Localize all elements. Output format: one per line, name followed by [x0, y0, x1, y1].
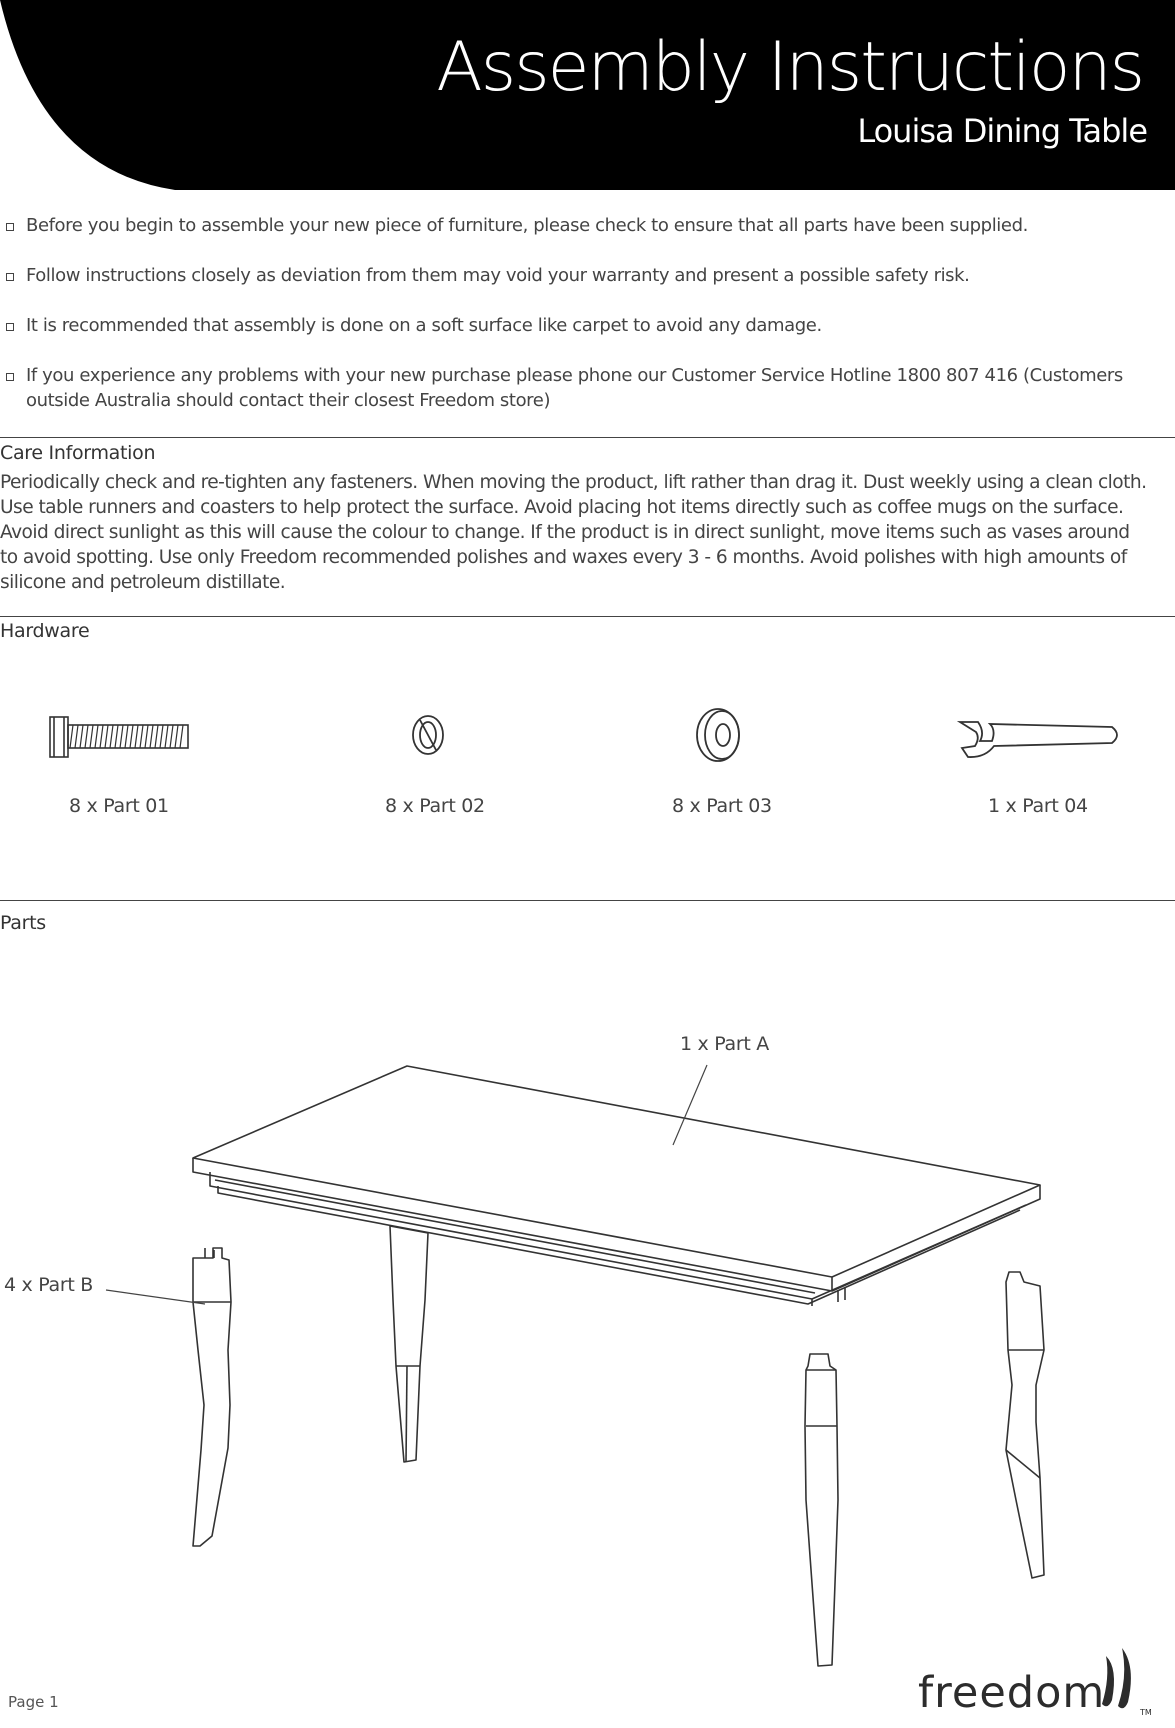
- hardware-label-part-02: 8 x Part 02: [385, 795, 485, 817]
- hardware-label-part-01: 8 x Part 01: [69, 795, 169, 817]
- instruction-bullet: Before you begin to assemble your new piece of furniture, please check to ensure that all parts have been supplied.: [6, 213, 1166, 238]
- part-b-leader-line: [106, 1290, 205, 1304]
- instruction-bullet: It is recommended that assembly is done on a soft surface like carpet to avoid any damage.: [6, 313, 1166, 338]
- hardware-title: Hardware: [0, 620, 90, 642]
- table-leg: [390, 1226, 428, 1462]
- care-body: Periodically check and re-tighten any fasteners. When moving the product, lift rather than drag it. Dust weekly using a clean cloth. Use table runners and coasters to help protect the surface. Avoid placing hot items directly such as coffee mugs on the surface. Avoid direct sunlight as this will cause the colour to change. If the product is in direct sunlight, move items such as vases around to avoid spotting. Use only Freedom recommended polishes and waxes every 3 - 6 months. Avoid polishes with high amounts of silicone and petroleum distillate.: [0, 472, 1147, 593]
- part-b-label: 4 x Part B: [4, 1274, 93, 1296]
- page-title: Assembly Instructions: [436, 28, 1143, 107]
- product-name: Louisa Dining Table: [857, 112, 1147, 150]
- hardware-label-part-04: 1 x Part 04: [988, 795, 1088, 817]
- table-leg: [193, 1248, 231, 1546]
- care-title: Care Information: [0, 442, 156, 464]
- brand-wordmark: freedom: [918, 1668, 1106, 1718]
- trademark-mark: TM: [1140, 1708, 1152, 1717]
- hardware-label-part-03: 8 x Part 03: [672, 795, 772, 817]
- part-a-label: 1 x Part A: [680, 1033, 769, 1055]
- parts-title: Parts: [0, 912, 46, 934]
- instruction-bullet: If you experience any problems with your new purchase please phone our Customer Service Hotline 1800 807 416 (Customers outside Australia should contact their closest Freedom store): [6, 363, 1166, 413]
- table-leg: [1006, 1272, 1044, 1578]
- table-top: [193, 1066, 1040, 1306]
- page-number: Page 1: [8, 1693, 59, 1711]
- table-leg: [805, 1354, 838, 1666]
- instruction-bullet: Follow instructions closely as deviation from them may void your warranty and present a possible safety risk.: [6, 263, 1166, 288]
